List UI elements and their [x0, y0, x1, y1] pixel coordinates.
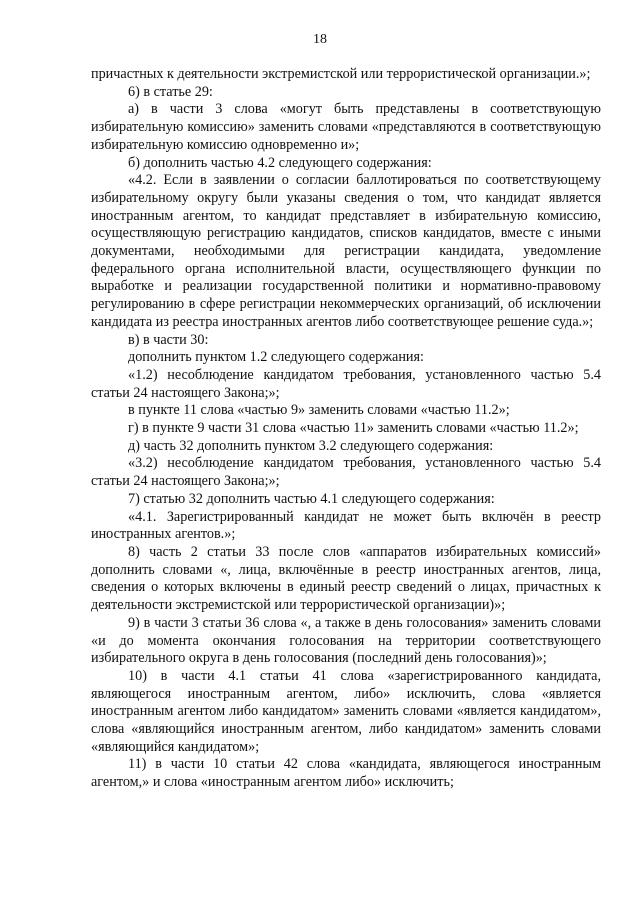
paragraph: г) в пункте 9 части 31 слова «частью 11» заменить словами «частью 11.2»; [128, 420, 579, 437]
paragraph: б) дополнить частью 4.2 следующего содержания: [128, 154, 432, 171]
paragraph: 11) в части 10 статьи 42 слова «кандидата, являющегося иностранным агентом,» и слова «иностранным агентом либо» исключить; [91, 756, 601, 791]
paragraph: дополнить пунктом 1.2 следующего содержания: [128, 349, 424, 366]
paragraph: а) в части 3 слова «могут быть представлены в соответствующую избирательную комиссию» заменить словами «представляются в соответствующую избирательную комиссию одновременно и»; [91, 101, 601, 153]
paragraph: «4.1. Зарегистрированный кандидат не может быть включён в реестр иностранных агентов.»; [91, 508, 601, 543]
paragraph: 6) в статье 29: [128, 83, 213, 100]
paragraph: причастных к деятельности экстремистской или террористической организации.»; [91, 66, 591, 82]
paragraph: «3.2) несоблюдение кандидатом требования, установленного частью 5.4 статьи 24 настоящего Закона;»; [91, 455, 601, 490]
paragraph: в пункте 11 слова «частью 9» заменить словами «частью 11.2»; [128, 402, 510, 419]
paragraph: 7) статью 32 дополнить частью 4.1 следующего содержания: [128, 490, 495, 507]
document-body [91, 66, 601, 792]
paragraph: 9) в части 3 статьи 36 слова «, а также в день голосования» заменить словами «и до момента окончания голосования на территории соответствующего избирательного округа в день голосования (последний день голосования)»; [91, 614, 601, 667]
paragraph: 8) часть 2 статьи 33 после слов «аппаратов избирательных комиссий» дополнить словами «, лица, включённые в реестр иностранных агентов, лица, сведения о которых включены в единый реестр сведений о лицах, причастных к деятельности экстремистской или террористической организации)»; [91, 543, 601, 614]
paragraph: д) часть 32 дополнить пунктом 3.2 следующего содержания: [128, 437, 494, 454]
paragraph: «1.2) несоблюдение кандидатом требования, установленного частью 5.4 статьи 24 настоящего Закона;»; [91, 366, 601, 401]
paragraph: 10) в части 4.1 статьи 41 слова «зарегистрированного кандидата, являющегося иностранным агентом, либо» исключить, слова «является иностранным агентом либо кандидатом» заменить словами «является кандидатом», слова «являющийся иностранным агентом, либо кандидатом» заменить словами «являющийся кандидатом»; [91, 667, 601, 755]
paragraph: «4.2. Если в заявлении о согласии баллотироваться по соответствующему избирательному округу были указаны сведения о том, что кандидат является иностранным агентом, то кандидат представляет в избирательную комиссию, осуществляющую регистрацию кандидатов, списков кандидатов, вместе с иными документами, необходимыми для регистрации кандидата, уведомление федерального органа исполнительной власти, осуществляющего функции по выработке и реализации государственной политики и нормативно-правовому регулированию в сфере регистрации некоммерческих организаций, об исключении кандидата из реестра иностранных агентов либо соответствующее решение суда.»; [91, 172, 601, 330]
paragraph: в) в части 30: [128, 331, 209, 348]
page-number: 18 [313, 32, 327, 47]
